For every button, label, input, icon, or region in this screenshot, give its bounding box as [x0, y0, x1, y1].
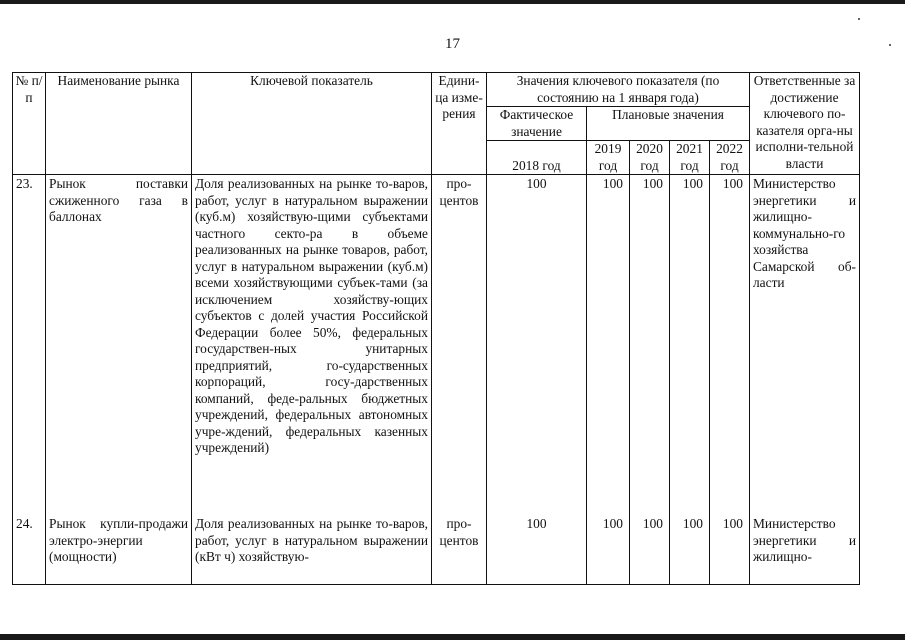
responsible-authority: Министерство энергетики и жилищно-коммунально-го хозяйства Самарской об-ласти	[750, 175, 860, 517]
responsible-authority: Министерство энергетики и жилищно-	[750, 516, 860, 585]
value-2018: 100	[487, 516, 587, 585]
value-2021: 100	[670, 516, 710, 585]
header-market: Наименование рынка	[46, 73, 192, 175]
indicator-text: Доля реализованных на рынке то-варов, работ, услуг в натуральном выражении (куб.м) хозяйствую-щими субъектами частного секто-ра в объеме реализованных на рынке товаров, работ, услуг в натуральном выражении (куб.м) всеми хозяйствующими субъек-тами (за исключением хозяйству-ющих субъектов с долей участия Российской Федерации более 50%, федеральных государствен-ных унитарных предприятий, го-сударственных корпораций, госу-дарственных компаний, феде-ральных бюджетных учреждений, федеральных автономных учре-ждений, федеральных казенных учреждений)	[192, 175, 432, 517]
market-name: Рынок поставки сжиженного газа в баллонах	[46, 175, 192, 517]
header-year-2022: 2022 год	[710, 141, 750, 175]
value-2019: 100	[587, 516, 630, 585]
row-number: 23.	[13, 175, 46, 517]
value-2021: 100	[670, 175, 710, 517]
unit-text: про-центов	[432, 175, 487, 517]
header-indicator: Ключевой показатель	[192, 73, 432, 175]
header-planned: Плановые значения	[587, 107, 750, 141]
key-indicators-table	[12, 72, 860, 585]
header-values-group: Значения ключевого показателя (по состоянию на 1 января года)	[487, 73, 750, 107]
header-year-2020: 2020 год	[630, 141, 670, 175]
header-year-2021: 2021 год	[670, 141, 710, 175]
market-name: Рынок купли-продажи электро-энергии (мощности)	[46, 516, 192, 585]
header-actual: Фактическое значение	[487, 107, 587, 141]
header-year-2019: 2019 год	[587, 141, 630, 175]
scan-speck	[889, 44, 891, 46]
unit-text: про-центов	[432, 516, 487, 585]
indicator-text: Доля реализованных на рынке то-варов, работ, услуг в натуральном выражении (кВт ч) хозяйствую-	[192, 516, 432, 585]
value-2018: 100	[487, 175, 587, 517]
top-border-rule	[0, 0, 905, 4]
scan-speck	[858, 18, 860, 20]
header-num: № п/п	[13, 73, 46, 175]
value-2020: 100	[630, 175, 670, 517]
value-2022: 100	[710, 175, 750, 517]
table-row	[13, 175, 860, 517]
page-number: 17	[445, 36, 460, 52]
value-2019: 100	[587, 175, 630, 517]
row-number: 24.	[13, 516, 46, 585]
header-responsible: Ответственные за достижение ключевого по-казателя орга-ны исполни-тельной власти	[750, 73, 860, 175]
header-year-2018: 2018 год	[487, 141, 587, 175]
bottom-border-rule	[0, 634, 905, 640]
header-unit: Едини-ца изме-рения	[432, 73, 487, 175]
value-2020: 100	[630, 516, 670, 585]
value-2022: 100	[710, 516, 750, 585]
table-row	[13, 516, 860, 585]
